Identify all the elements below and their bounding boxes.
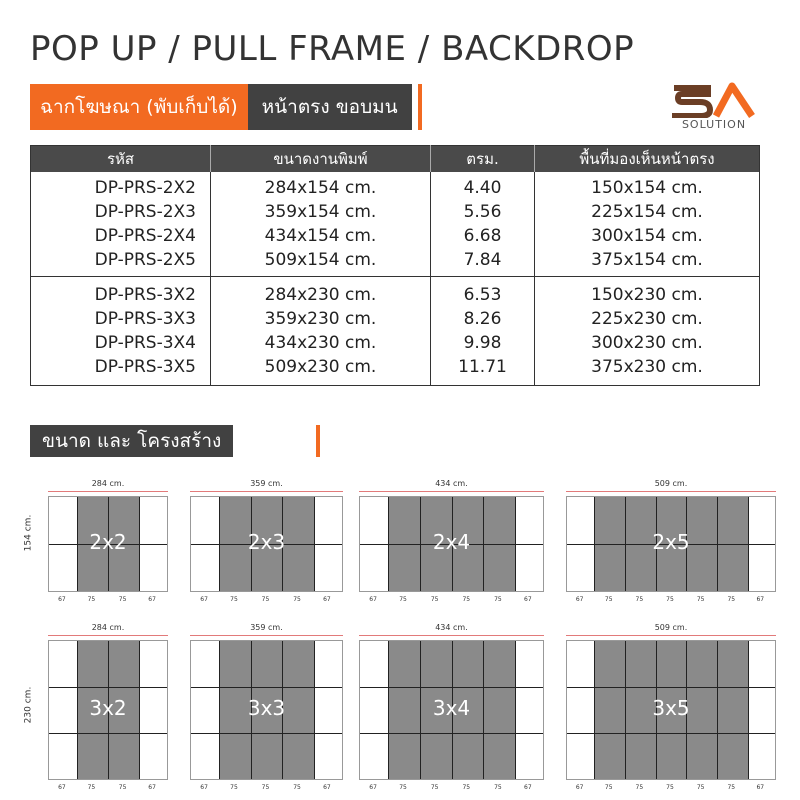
row-label-230: 230 cm.	[23, 686, 34, 724]
diagram-bottom-measure: 67	[524, 596, 532, 603]
table-cell-sqm: 4.40	[463, 178, 502, 198]
table-cell-print-size: 509x230 cm.	[264, 357, 377, 377]
diagram-bottom-measure: 75	[635, 784, 644, 791]
header-print-size: ขนาดงานพิมพ์	[211, 146, 431, 173]
logo-text: SOLUTION	[681, 118, 747, 131]
diagram-bottom-measure: 75	[604, 784, 613, 791]
diagram-grid-line	[567, 687, 775, 688]
table-group-154	[31, 172, 760, 277]
diagram-width-label: 284 cm.	[91, 623, 125, 632]
diagram-width-label: 509 cm.	[654, 623, 688, 632]
diagram-width-label: 434 cm.	[435, 623, 468, 632]
diagram-bottom-measure: 67	[756, 596, 765, 603]
diagram-bottom-measure: 75	[87, 596, 96, 603]
diagram-bottom-measure: 75	[230, 596, 238, 603]
diagram-bottom-measure: 75	[666, 596, 674, 603]
diagram-name: 2x5	[652, 530, 690, 554]
structure-diagram-3x5	[566, 625, 776, 793]
diagram-grid-line	[360, 733, 543, 734]
diagram-bottom-measure: 67	[369, 596, 377, 603]
diagram-grid-line	[191, 733, 342, 734]
diagram-width-label: 509 cm.	[654, 479, 688, 488]
diagram-dimension-line	[190, 491, 343, 492]
diagram-frame	[48, 496, 168, 592]
diagram-bottom-measure: 75	[430, 596, 439, 603]
table-cell-visible-area: 225x154 cm.	[591, 202, 703, 222]
table-cell-code: DP-PRS-2X3	[94, 202, 196, 222]
section-title: ขนาด และ โครงสร้าง	[30, 425, 233, 457]
diagram-name: 3x3	[247, 696, 286, 720]
banner-left-label: ฉากโฆษณา (พับเก็บได้)	[30, 84, 248, 130]
diagram-dimension-line	[359, 635, 544, 636]
diagram-bottom-measure: 75	[293, 596, 301, 603]
diagram-bottom-measure: 75	[430, 784, 439, 791]
diagram-width-label: 284 cm.	[91, 479, 125, 488]
structure-diagram-3x3	[190, 625, 343, 793]
diagram-bottom-measure: 67	[200, 596, 208, 603]
diagram-bottom-measure: 75	[635, 596, 644, 603]
diagram-grid-line	[567, 733, 775, 734]
diagram-bottom-measure: 75	[696, 596, 705, 603]
diagram-bottom-measure: 75	[666, 784, 674, 791]
diagram-bottom-measure: 67	[575, 784, 584, 791]
table-cell-code: DP-PRS-2X4	[94, 226, 196, 246]
structure-diagram-2x2	[48, 481, 168, 605]
diagram-frame	[566, 640, 776, 780]
section-accent-bar	[316, 425, 320, 457]
logo-mark-icon	[668, 82, 760, 118]
diagram-bottom-measure: 75	[604, 596, 613, 603]
table-cell-sqm: 8.26	[463, 309, 502, 329]
diagram-bottom-measure: 75	[293, 784, 301, 791]
diagram-bottom-measure: 67	[323, 784, 331, 791]
spec-table	[30, 145, 760, 386]
diagram-bottom-measure: 67	[148, 596, 156, 603]
table-cell-print-size: 434x230 cm.	[264, 333, 377, 353]
diagram-dimension-line	[359, 491, 544, 492]
table-cell-visible-area: 300x154 cm.	[591, 226, 703, 246]
table-cell-visible-area: 375x154 cm.	[591, 250, 703, 270]
diagram-width-label: 359 cm.	[250, 623, 283, 632]
table-cell-sqm: 5.56	[463, 202, 502, 222]
diagram-dimension-line	[566, 491, 776, 492]
diagram-grid-line	[191, 687, 342, 688]
diagram-bottom-measure: 75	[462, 784, 471, 791]
diagram-bottom-measure: 75	[118, 596, 127, 603]
diagram-width-label: 359 cm.	[250, 479, 283, 488]
table-cell-visible-area: 150x154 cm.	[591, 178, 703, 198]
table-cell-visible-area: 225x230 cm.	[591, 309, 703, 329]
table-cell-print-size: 434x154 cm.	[264, 226, 377, 246]
diagram-bottom-measure: 75	[494, 596, 502, 603]
table-cell-code: DP-PRS-3X5	[94, 357, 196, 377]
diagram-dimension-line	[190, 635, 343, 636]
table-cell-sqm: 6.53	[463, 285, 502, 305]
table-cell-visible-area: 300x230 cm.	[591, 333, 703, 353]
diagram-bottom-measure: 67	[575, 596, 584, 603]
structure-diagram-2x3	[190, 481, 343, 605]
diagram-frame	[566, 496, 776, 592]
row-label-154: 154 cm.	[23, 514, 34, 552]
diagram-name: 2x3	[247, 530, 286, 554]
diagram-bottom-measure: 67	[58, 596, 66, 603]
table-cell-print-size: 284x154 cm.	[264, 178, 377, 198]
diagram-bottom-measure: 67	[148, 784, 156, 791]
table-cell-visible-area: 150x230 cm.	[591, 285, 703, 305]
diagram-bottom-measure: 75	[696, 784, 705, 791]
header-visible-area: พื้นที่มองเห็นหน้าตรง	[535, 146, 760, 173]
diagram-dimension-line	[48, 491, 168, 492]
diagram-bottom-measure: 75	[399, 784, 407, 791]
diagram-name: 3x4	[432, 696, 471, 720]
table-cell-visible-area: 375x230 cm.	[591, 357, 703, 377]
diagram-bottom-measure: 75	[399, 596, 407, 603]
diagram-bottom-measure: 75	[230, 784, 238, 791]
table-cell-sqm: 11.71	[458, 357, 507, 377]
diagram-frame	[359, 640, 544, 780]
table-cell-print-size: 284x230 cm.	[264, 285, 377, 305]
diagram-frame	[48, 640, 168, 780]
diagram-bottom-measure: 75	[727, 784, 736, 791]
category-banner	[30, 84, 422, 130]
diagram-bottom-measure: 67	[369, 784, 377, 791]
diagram-bottom-measure: 75	[727, 596, 736, 603]
diagram-bottom-measure: 67	[756, 784, 765, 791]
banner-accent-bar	[418, 84, 422, 130]
structure-diagram-3x4	[359, 625, 544, 793]
diagram-dimension-line	[566, 635, 776, 636]
table-cell-sqm: 7.84	[463, 250, 502, 270]
table-cell-print-size: 509x154 cm.	[264, 250, 377, 270]
diagram-bottom-measure: 67	[524, 784, 532, 791]
table-cell-code: DP-PRS-3X2	[94, 285, 196, 305]
diagram-width-label: 434 cm.	[435, 479, 468, 488]
diagram-bottom-measure: 67	[58, 784, 66, 791]
diagram-bottom-measure: 67	[323, 596, 331, 603]
diagram-dimension-line	[48, 635, 168, 636]
diagram-bottom-measure: 75	[462, 596, 471, 603]
structure-diagram-2x5	[566, 481, 776, 605]
brand-logo	[668, 82, 760, 134]
table-cell-code: DP-PRS-2X2	[94, 178, 196, 198]
header-code: รหัส	[31, 146, 211, 173]
table-cell-print-size: 359x154 cm.	[264, 202, 377, 222]
page-title: POP UP / PULL FRAME / BACKDROP	[30, 29, 635, 69]
table-cell-sqm: 9.98	[463, 333, 502, 353]
table-cell-code: DP-PRS-2X5	[94, 250, 196, 270]
diagram-frame	[190, 496, 343, 592]
structure-diagram-3x2	[48, 625, 168, 793]
table-cell-code: DP-PRS-3X4	[94, 333, 196, 353]
diagram-name: 2x4	[432, 530, 471, 554]
table-cell-sqm: 6.68	[463, 226, 502, 246]
diagram-bottom-measure: 75	[87, 784, 96, 791]
diagram-bottom-measure: 67	[200, 784, 208, 791]
diagram-grid-line	[360, 687, 543, 688]
diagram-name: 3x5	[652, 696, 690, 720]
diagram-frame	[359, 496, 544, 592]
table-cell-code: DP-PRS-3X3	[94, 309, 196, 329]
diagram-bottom-measure: 75	[261, 596, 270, 603]
structure-diagram-2x4	[359, 481, 544, 605]
table-group-230	[31, 277, 760, 386]
diagram-bottom-measure: 75	[261, 784, 270, 791]
table-cell-print-size: 359x230 cm.	[264, 309, 377, 329]
diagram-grid-line	[49, 733, 167, 734]
banner-right-label: หน้าตรง ขอบมน	[248, 84, 412, 130]
diagram-name: 2x2	[89, 530, 127, 554]
diagram-name: 3x2	[89, 696, 127, 720]
table-header-row	[31, 146, 760, 173]
header-sqm: ตรม.	[431, 146, 535, 173]
diagram-bottom-measure: 75	[118, 784, 127, 791]
diagram-bottom-measure: 75	[494, 784, 502, 791]
diagram-grid-line	[49, 687, 167, 688]
diagram-frame	[190, 640, 343, 780]
